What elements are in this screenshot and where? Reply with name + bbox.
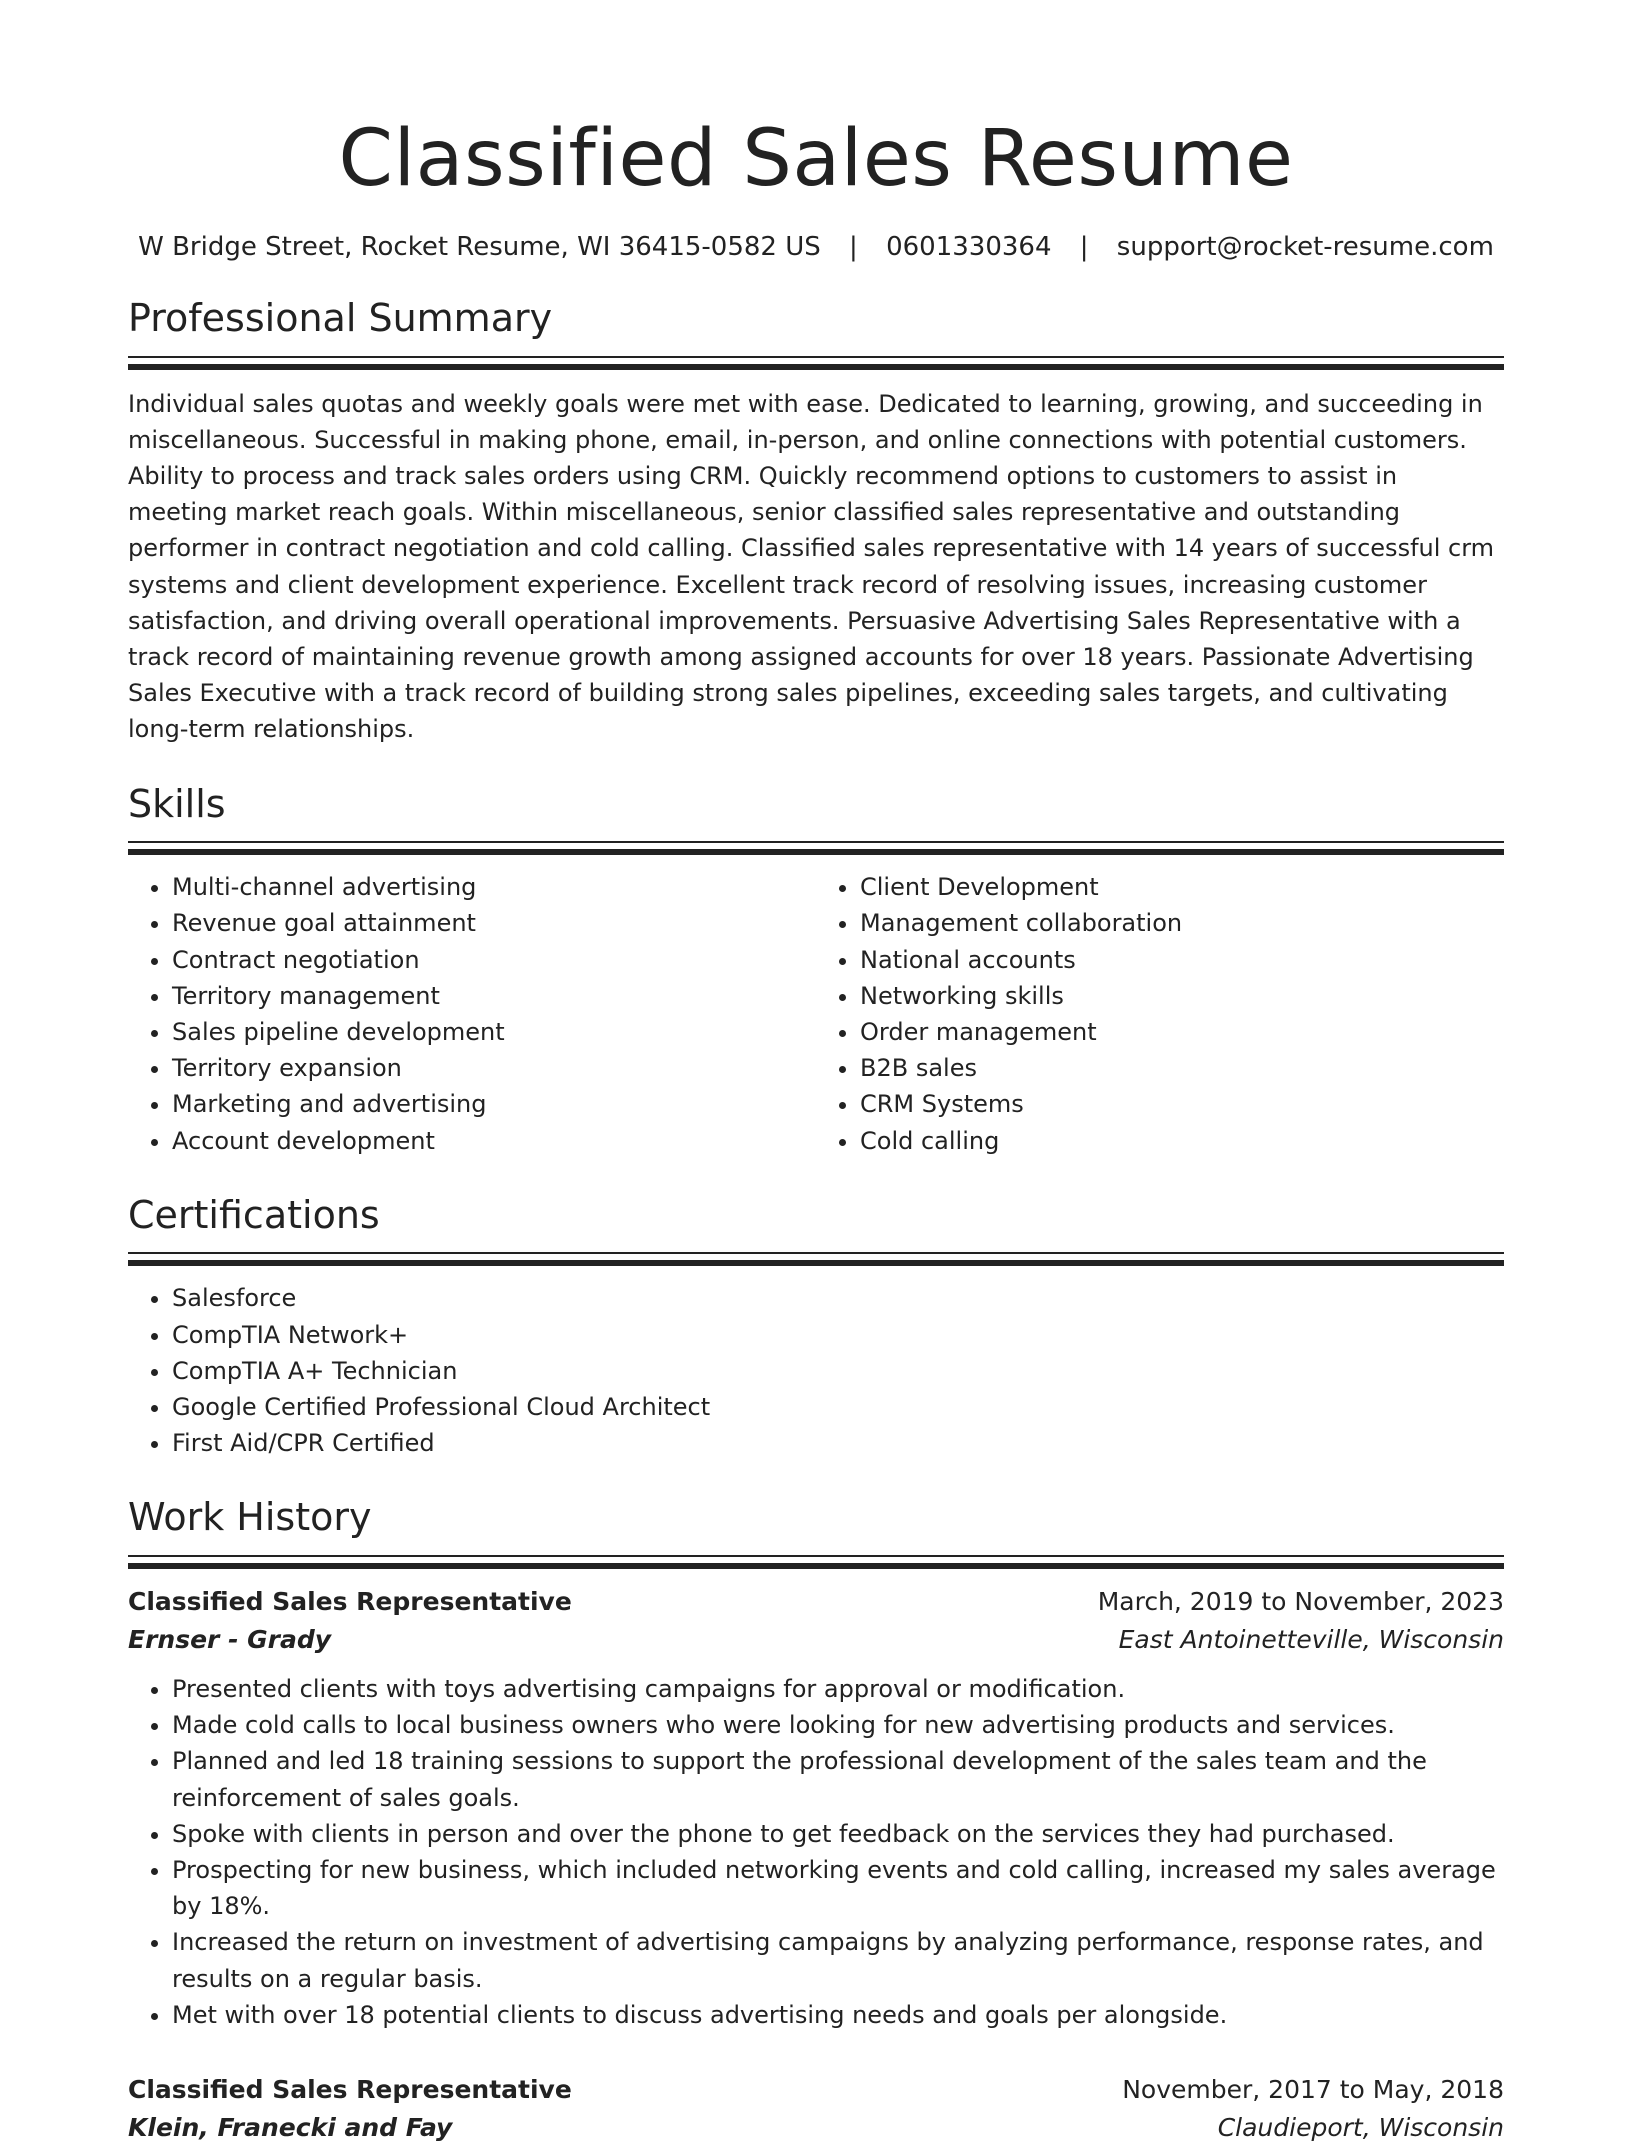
job-title: Classified Sales Representative bbox=[128, 1587, 572, 1617]
job-duty-item: • Planned and led 18 training sessions to support the professional development of the sales team and the reinforcement of sales goals. bbox=[172, 1743, 1504, 1815]
skill-item: • Account development bbox=[172, 1123, 816, 1159]
section-divider bbox=[128, 1555, 1504, 1569]
section-heading: Work History bbox=[128, 1495, 372, 1540]
contact-line bbox=[128, 232, 1504, 262]
certifications-list bbox=[128, 1280, 1504, 1461]
resume-title: Classified Sales Resume bbox=[338, 114, 1294, 204]
skill-item: • Territory management bbox=[172, 978, 816, 1014]
skills-list-left bbox=[128, 869, 816, 1159]
certification-item: • First Aid/CPR Certified bbox=[172, 1425, 1504, 1461]
job-title: Classified Sales Representative bbox=[128, 2075, 572, 2105]
job-duty-item: • Prospecting for new business, which included networking events and cold calling, increased my sales average by 18%. bbox=[172, 1852, 1504, 1924]
job-duty-item: • Met with over 18 potential clients to discuss advertising needs and goals per alongside. bbox=[172, 1997, 1504, 2033]
certification-item: • Salesforce bbox=[172, 1280, 1504, 1316]
section-heading: Professional Summary bbox=[128, 296, 553, 340]
skill-item: • Management collaboration bbox=[860, 905, 1504, 941]
skill-item: • Order management bbox=[860, 1014, 1504, 1050]
certification-item: • CompTIA Network+ bbox=[172, 1317, 1504, 1353]
certifications-section bbox=[128, 1193, 1504, 1462]
section-divider bbox=[128, 841, 1504, 855]
skill-item: • B2B sales bbox=[860, 1050, 1504, 1086]
skills-grid bbox=[128, 855, 1504, 1159]
job-entry bbox=[128, 1583, 1504, 2033]
skill-item: • National accounts bbox=[860, 942, 1504, 978]
section-divider bbox=[128, 1252, 1504, 1266]
resume-content bbox=[128, 114, 1504, 2147]
job-company: Klein, Franecki and Fay bbox=[128, 2113, 453, 2143]
contact-email[interactable]: support@rocket-resume.com bbox=[1116, 232, 1494, 262]
work-history-section bbox=[128, 1495, 1504, 2147]
skill-item: • Networking skills bbox=[860, 978, 1504, 1014]
certification-item: • Google Certified Professional Cloud Architect bbox=[172, 1389, 1504, 1425]
skill-item: • CRM Systems bbox=[860, 1086, 1504, 1122]
job-duty-item: • Made cold calls to local business owners who were looking for new advertising products and services. bbox=[172, 1707, 1504, 1743]
job-duty-item: • Presented clients with toys advertising campaigns for approval or modification. bbox=[172, 1671, 1504, 1707]
skill-item: • Sales pipeline development bbox=[172, 1014, 816, 1050]
job-location: East Antoinetteville, Wisconsin bbox=[1118, 1625, 1504, 1655]
contact-address: W Bridge Street, Rocket Resume, WI 36415-0582 US bbox=[138, 232, 821, 262]
job-header-row bbox=[128, 1583, 1504, 1621]
professional-summary-section bbox=[128, 296, 1504, 748]
job-dates: March, 2019 to November, 2023 bbox=[1097, 1587, 1504, 1617]
job-duty-item: • Increased the return on investment of advertising campaigns by analyzing performance, response rates, and results on a regular basis. bbox=[172, 1924, 1504, 1996]
job-location: Claudieport, Wisconsin bbox=[1217, 2113, 1504, 2143]
section-heading: Certifications bbox=[128, 1192, 380, 1237]
summary-text: Individual sales quotas and weekly goals were met with ease. Dedicated to learning, growing, and succeeding in miscellaneous. Successful in making phone, email, in-person, and online connections with potential customers. Ability to process and track sales orders using CRM. Quickly recommend options to customers to assist in meeting market reach goals. Within miscellaneous, senior classified sales representative and outstanding performer in contract negotiation and cold calling. Classified sales representative with 14 years of successful crm systems and client development experience. Excellent track record of resolving issues, increasing customer satisfaction, and driving overall operational improvements. Persuasive Advertising Sales Representative with a track record of maintaining revenue growth among assigned accounts for over 18 years. Passionate Advertising Sales Executive with a track record of building strong sales pipelines, exceeding sales targets, and cultivating long-term relationships. bbox=[128, 389, 1495, 744]
skills-list-right bbox=[816, 869, 1504, 1159]
job-subheader-row bbox=[128, 1621, 1504, 1659]
skill-item: • Cold calling bbox=[860, 1123, 1504, 1159]
job-company: Ernser - Grady bbox=[128, 1625, 332, 1655]
job-dates: November, 2017 to May, 2018 bbox=[1122, 2075, 1504, 2105]
skill-item: • Multi-channel advertising bbox=[172, 869, 816, 905]
skill-item: • Territory expansion bbox=[172, 1050, 816, 1086]
skills-section bbox=[128, 782, 1504, 1159]
contact-separator: | bbox=[1079, 232, 1089, 262]
job-duties-list bbox=[128, 1671, 1504, 2033]
skill-item: • Contract negotiation bbox=[172, 942, 816, 978]
job-duty-item: • Spoke with clients in person and over the phone to get feedback on the services they had purchased. bbox=[172, 1816, 1504, 1852]
section-divider bbox=[128, 356, 1504, 370]
job-entry bbox=[128, 2071, 1504, 2147]
skill-item: • Marketing and advertising bbox=[172, 1086, 816, 1122]
section-heading: Skills bbox=[128, 781, 226, 826]
skill-item: • Client Development bbox=[860, 869, 1504, 905]
contact-phone: 0601330364 bbox=[886, 232, 1052, 262]
contact-separator: | bbox=[849, 232, 858, 262]
job-header-row bbox=[128, 2071, 1504, 2109]
skill-item: • Revenue goal attainment bbox=[172, 905, 816, 941]
job-subheader-row bbox=[128, 2109, 1504, 2147]
certification-item: • CompTIA A+ Technician bbox=[172, 1353, 1504, 1389]
